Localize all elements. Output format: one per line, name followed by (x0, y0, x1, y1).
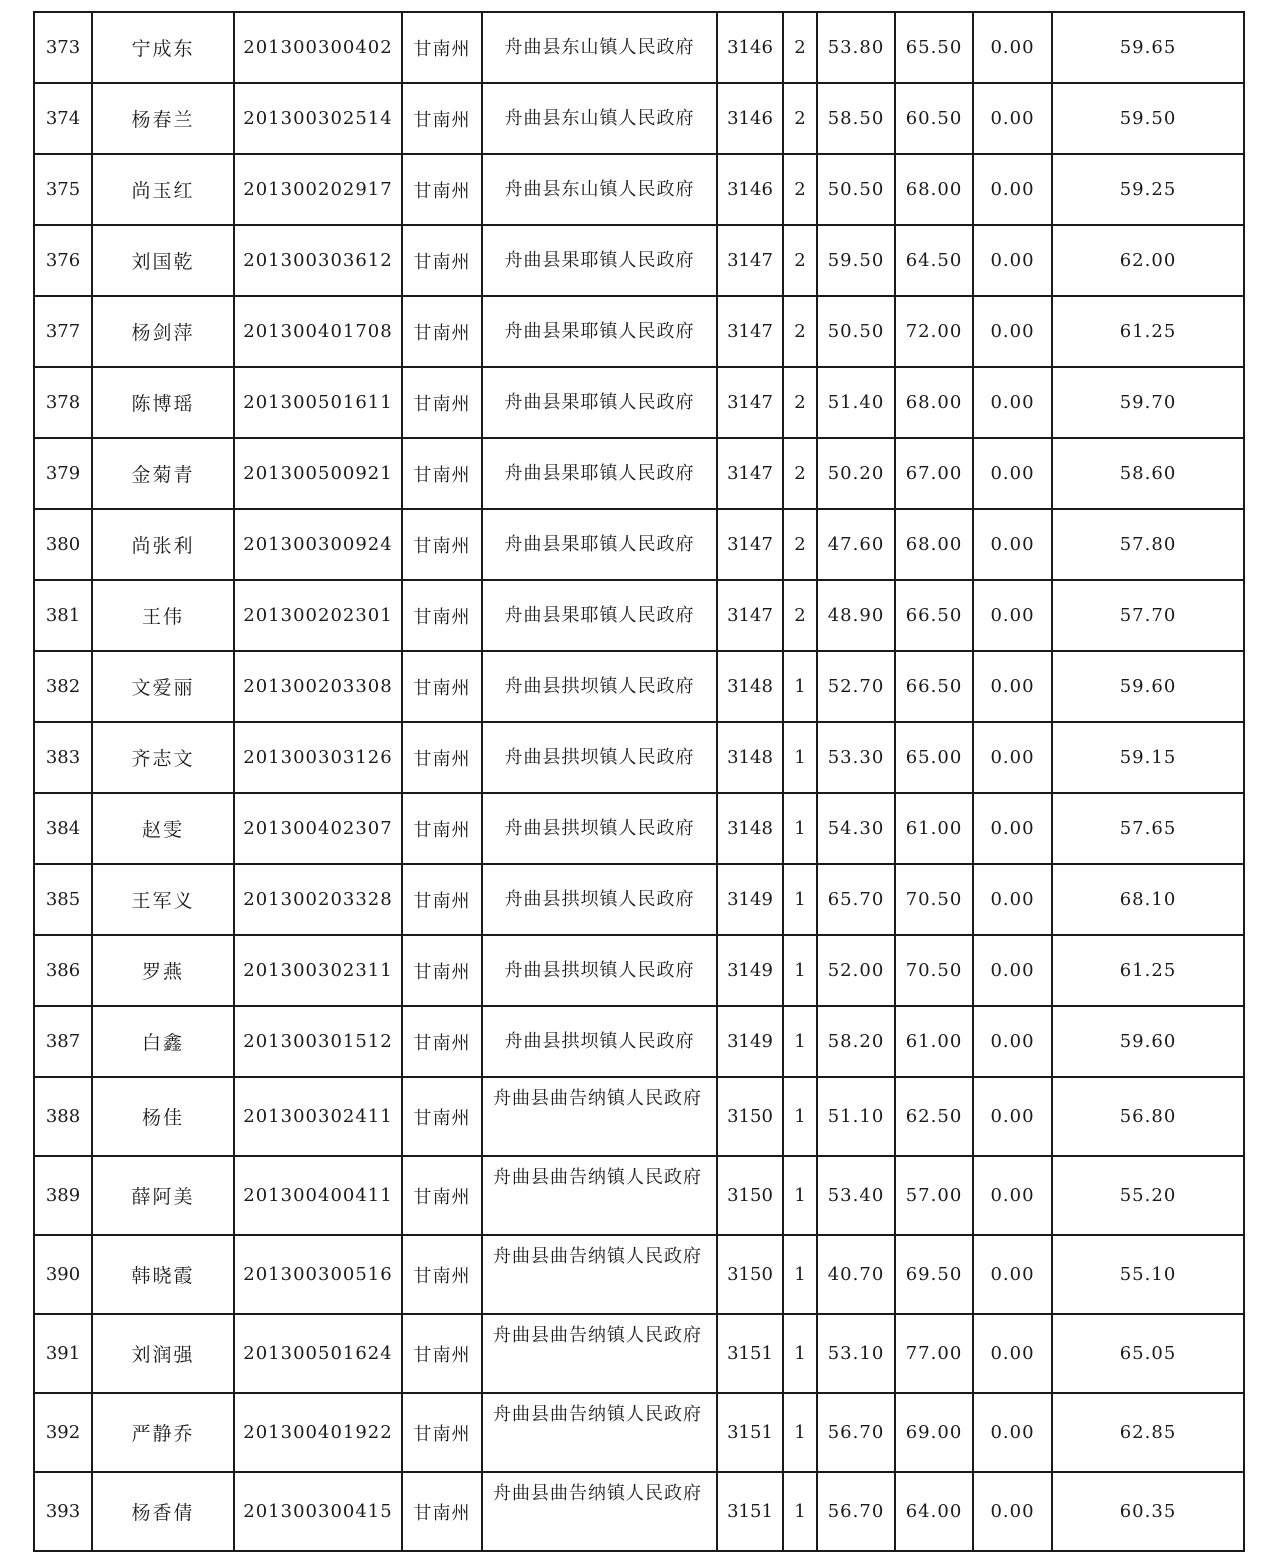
score-3: 0.00 (973, 1314, 1052, 1393)
hire-count: 2 (783, 12, 817, 83)
candidate-name: 王军义 (92, 864, 234, 935)
region: 甘南州 (402, 509, 482, 580)
position-code: 3147 (717, 367, 783, 438)
exam-id: 201300401922 (234, 1393, 402, 1472)
candidate-name: 齐志文 (92, 722, 234, 793)
hire-count: 2 (783, 296, 817, 367)
employer-unit: 舟曲县果耶镇人民政府 (482, 580, 717, 651)
score-2: 64.00 (895, 1472, 973, 1551)
score-3: 0.00 (973, 1472, 1052, 1551)
table-row (34, 438, 1244, 509)
employer-unit: 舟曲县曲告纳镇人民政府 (482, 1156, 717, 1235)
score-1: 53.30 (817, 722, 895, 793)
score-1: 52.00 (817, 935, 895, 1006)
exam-id: 201300303126 (234, 722, 402, 793)
score-3: 0.00 (973, 580, 1052, 651)
row-number: 373 (34, 12, 92, 83)
exam-id: 201300302514 (234, 83, 402, 154)
region: 甘南州 (402, 225, 482, 296)
table-row (34, 1393, 1244, 1472)
region: 甘南州 (402, 793, 482, 864)
employer-unit: 舟曲县东山镇人民政府 (482, 154, 717, 225)
table-row (34, 225, 1244, 296)
score-2: 65.50 (895, 12, 973, 83)
score-3: 0.00 (973, 367, 1052, 438)
candidate-name: 金菊青 (92, 438, 234, 509)
score-3: 0.00 (973, 296, 1052, 367)
total-score: 57.65 (1052, 793, 1244, 864)
hire-count: 2 (783, 438, 817, 509)
score-2: 70.50 (895, 935, 973, 1006)
region: 甘南州 (402, 1314, 482, 1393)
position-code: 3149 (717, 864, 783, 935)
exam-id: 201300402307 (234, 793, 402, 864)
hire-count: 1 (783, 793, 817, 864)
candidate-name: 宁成东 (92, 12, 234, 83)
score-1: 47.60 (817, 509, 895, 580)
region: 甘南州 (402, 1006, 482, 1077)
position-code: 3149 (717, 935, 783, 1006)
score-3: 0.00 (973, 1077, 1052, 1156)
score-3: 0.00 (973, 1393, 1052, 1472)
region: 甘南州 (402, 154, 482, 225)
employer-unit: 舟曲县拱坝镇人民政府 (482, 651, 717, 722)
total-score: 59.70 (1052, 367, 1244, 438)
total-score: 58.60 (1052, 438, 1244, 509)
table-row (34, 1472, 1244, 1551)
score-2: 77.00 (895, 1314, 973, 1393)
score-2: 57.00 (895, 1156, 973, 1235)
total-score: 62.00 (1052, 225, 1244, 296)
total-score: 65.05 (1052, 1314, 1244, 1393)
position-code: 3147 (717, 225, 783, 296)
total-score: 62.85 (1052, 1393, 1244, 1472)
score-1: 53.40 (817, 1156, 895, 1235)
exam-id: 201300501624 (234, 1314, 402, 1393)
candidate-name: 尚玉红 (92, 154, 234, 225)
employer-unit: 舟曲县果耶镇人民政府 (482, 438, 717, 509)
table-row (34, 935, 1244, 1006)
employer-unit: 舟曲县拱坝镇人民政府 (482, 793, 717, 864)
employer-unit: 舟曲县曲告纳镇人民政府 (482, 1235, 717, 1314)
region: 甘南州 (402, 296, 482, 367)
row-number: 388 (34, 1077, 92, 1156)
candidate-name: 杨香倩 (92, 1472, 234, 1551)
region: 甘南州 (402, 935, 482, 1006)
table-row (34, 12, 1244, 83)
table-row (34, 864, 1244, 935)
row-number: 390 (34, 1235, 92, 1314)
exam-id: 201300300402 (234, 12, 402, 83)
score-3: 0.00 (973, 438, 1052, 509)
position-code: 3146 (717, 12, 783, 83)
score-1: 53.10 (817, 1314, 895, 1393)
exam-id: 201300501611 (234, 367, 402, 438)
table-row (34, 722, 1244, 793)
score-1: 59.50 (817, 225, 895, 296)
exam-id: 201300500921 (234, 438, 402, 509)
position-code: 3151 (717, 1314, 783, 1393)
total-score: 59.60 (1052, 651, 1244, 722)
row-number: 381 (34, 580, 92, 651)
score-1: 51.40 (817, 367, 895, 438)
table-row (34, 83, 1244, 154)
exam-id: 201300301512 (234, 1006, 402, 1077)
exam-id: 201300203328 (234, 864, 402, 935)
position-code: 3147 (717, 509, 783, 580)
candidate-name: 王伟 (92, 580, 234, 651)
exam-id: 201300202301 (234, 580, 402, 651)
score-1: 65.70 (817, 864, 895, 935)
row-number: 387 (34, 1006, 92, 1077)
row-number: 375 (34, 154, 92, 225)
score-2: 69.50 (895, 1235, 973, 1314)
score-1: 52.70 (817, 651, 895, 722)
total-score: 59.50 (1052, 83, 1244, 154)
position-code: 3151 (717, 1393, 783, 1472)
score-2: 61.00 (895, 1006, 973, 1077)
region: 甘南州 (402, 1156, 482, 1235)
score-1: 58.50 (817, 83, 895, 154)
score-1: 50.50 (817, 154, 895, 225)
employer-unit: 舟曲县拱坝镇人民政府 (482, 722, 717, 793)
position-code: 3147 (717, 580, 783, 651)
score-1: 48.90 (817, 580, 895, 651)
region: 甘南州 (402, 864, 482, 935)
total-score: 68.10 (1052, 864, 1244, 935)
employer-unit: 舟曲县果耶镇人民政府 (482, 509, 717, 580)
score-2: 66.50 (895, 580, 973, 651)
row-number: 376 (34, 225, 92, 296)
exam-id: 201300302311 (234, 935, 402, 1006)
region: 甘南州 (402, 12, 482, 83)
row-number: 389 (34, 1156, 92, 1235)
row-number: 384 (34, 793, 92, 864)
score-3: 0.00 (973, 225, 1052, 296)
row-number: 379 (34, 438, 92, 509)
employer-unit: 舟曲县果耶镇人民政府 (482, 367, 717, 438)
table-row (34, 367, 1244, 438)
total-score: 59.25 (1052, 154, 1244, 225)
region: 甘南州 (402, 1235, 482, 1314)
score-3: 0.00 (973, 83, 1052, 154)
region: 甘南州 (402, 651, 482, 722)
hire-count: 2 (783, 225, 817, 296)
candidate-name: 罗燕 (92, 935, 234, 1006)
employer-unit: 舟曲县曲告纳镇人民政府 (482, 1472, 717, 1551)
position-code: 3146 (717, 83, 783, 154)
score-3: 0.00 (973, 1156, 1052, 1235)
table-row (34, 1235, 1244, 1314)
position-code: 3148 (717, 722, 783, 793)
total-score: 60.35 (1052, 1472, 1244, 1551)
score-3: 0.00 (973, 509, 1052, 580)
hire-count: 1 (783, 1077, 817, 1156)
score-1: 53.80 (817, 12, 895, 83)
employer-unit: 舟曲县果耶镇人民政府 (482, 225, 717, 296)
score-2: 72.00 (895, 296, 973, 367)
score-2: 67.00 (895, 438, 973, 509)
candidate-name: 赵雯 (92, 793, 234, 864)
score-1: 56.70 (817, 1472, 895, 1551)
row-number: 386 (34, 935, 92, 1006)
employer-unit: 舟曲县拱坝镇人民政府 (482, 935, 717, 1006)
score-3: 0.00 (973, 1006, 1052, 1077)
candidate-name: 文爱丽 (92, 651, 234, 722)
table-row (34, 1006, 1244, 1077)
total-score: 56.80 (1052, 1077, 1244, 1156)
score-1: 50.20 (817, 438, 895, 509)
candidate-name: 严静乔 (92, 1393, 234, 1472)
exam-id: 201300400411 (234, 1156, 402, 1235)
total-score: 57.70 (1052, 580, 1244, 651)
hire-count: 1 (783, 864, 817, 935)
candidate-name: 杨佳 (92, 1077, 234, 1156)
row-number: 374 (34, 83, 92, 154)
exam-id: 201300300415 (234, 1472, 402, 1551)
candidate-name: 刘润强 (92, 1314, 234, 1393)
position-code: 3150 (717, 1077, 783, 1156)
hire-count: 2 (783, 154, 817, 225)
hire-count: 1 (783, 1006, 817, 1077)
region: 甘南州 (402, 367, 482, 438)
employer-unit: 舟曲县东山镇人民政府 (482, 12, 717, 83)
table-body (34, 12, 1244, 1551)
hire-count: 1 (783, 651, 817, 722)
row-number: 382 (34, 651, 92, 722)
score-1: 56.70 (817, 1393, 895, 1472)
score-2: 60.50 (895, 83, 973, 154)
hire-count: 2 (783, 83, 817, 154)
region: 甘南州 (402, 1077, 482, 1156)
score-2: 61.00 (895, 793, 973, 864)
score-2: 70.50 (895, 864, 973, 935)
total-score: 61.25 (1052, 296, 1244, 367)
score-2: 65.00 (895, 722, 973, 793)
hire-count: 1 (783, 1393, 817, 1472)
score-2: 62.50 (895, 1077, 973, 1156)
row-number: 393 (34, 1472, 92, 1551)
score-1: 54.30 (817, 793, 895, 864)
table-row (34, 1314, 1244, 1393)
exam-id: 201300300924 (234, 509, 402, 580)
row-number: 383 (34, 722, 92, 793)
score-3: 0.00 (973, 12, 1052, 83)
table-row (34, 793, 1244, 864)
position-code: 3147 (717, 438, 783, 509)
total-score: 55.10 (1052, 1235, 1244, 1314)
hire-count: 1 (783, 1472, 817, 1551)
exam-id: 201300303612 (234, 225, 402, 296)
hire-count: 1 (783, 1314, 817, 1393)
region: 甘南州 (402, 1472, 482, 1551)
score-2: 68.00 (895, 154, 973, 225)
employer-unit: 舟曲县果耶镇人民政府 (482, 296, 717, 367)
results-table (33, 11, 1245, 1552)
candidate-name: 杨春兰 (92, 83, 234, 154)
employer-unit: 舟曲县曲告纳镇人民政府 (482, 1314, 717, 1393)
total-score: 59.60 (1052, 1006, 1244, 1077)
candidate-name: 陈博瑶 (92, 367, 234, 438)
table-row (34, 580, 1244, 651)
employer-unit: 舟曲县东山镇人民政府 (482, 83, 717, 154)
total-score: 57.80 (1052, 509, 1244, 580)
hire-count: 1 (783, 1156, 817, 1235)
score-1: 58.20 (817, 1006, 895, 1077)
hire-count: 1 (783, 722, 817, 793)
candidate-name: 薛阿美 (92, 1156, 234, 1235)
table-row (34, 509, 1244, 580)
table-row (34, 154, 1244, 225)
hire-count: 2 (783, 509, 817, 580)
score-2: 68.00 (895, 509, 973, 580)
employer-unit: 舟曲县拱坝镇人民政府 (482, 864, 717, 935)
position-code: 3147 (717, 296, 783, 367)
position-code: 3149 (717, 1006, 783, 1077)
region: 甘南州 (402, 580, 482, 651)
region: 甘南州 (402, 83, 482, 154)
position-code: 3150 (717, 1235, 783, 1314)
score-3: 0.00 (973, 1235, 1052, 1314)
score-2: 66.50 (895, 651, 973, 722)
exam-id: 201300401708 (234, 296, 402, 367)
candidate-name: 刘国乾 (92, 225, 234, 296)
score-1: 51.10 (817, 1077, 895, 1156)
region: 甘南州 (402, 1393, 482, 1472)
candidate-name: 韩晓霞 (92, 1235, 234, 1314)
hire-count: 1 (783, 935, 817, 1006)
position-code: 3148 (717, 651, 783, 722)
candidate-name: 尚张利 (92, 509, 234, 580)
total-score: 59.65 (1052, 12, 1244, 83)
row-number: 391 (34, 1314, 92, 1393)
employer-unit: 舟曲县拱坝镇人民政府 (482, 1006, 717, 1077)
exam-id: 201300203308 (234, 651, 402, 722)
total-score: 55.20 (1052, 1156, 1244, 1235)
region: 甘南州 (402, 438, 482, 509)
table-row (34, 296, 1244, 367)
hire-count: 1 (783, 1235, 817, 1314)
region: 甘南州 (402, 722, 482, 793)
score-3: 0.00 (973, 722, 1052, 793)
score-3: 0.00 (973, 793, 1052, 864)
total-score: 61.25 (1052, 935, 1244, 1006)
position-code: 3151 (717, 1472, 783, 1551)
score-3: 0.00 (973, 651, 1052, 722)
table-row (34, 1156, 1244, 1235)
employer-unit: 舟曲县曲告纳镇人民政府 (482, 1077, 717, 1156)
candidate-name: 白鑫 (92, 1006, 234, 1077)
hire-count: 2 (783, 580, 817, 651)
score-2: 69.00 (895, 1393, 973, 1472)
candidate-name: 杨剑萍 (92, 296, 234, 367)
score-3: 0.00 (973, 154, 1052, 225)
position-code: 3148 (717, 793, 783, 864)
exam-id: 201300302411 (234, 1077, 402, 1156)
table-row (34, 1077, 1244, 1156)
row-number: 380 (34, 509, 92, 580)
employer-unit: 舟曲县曲告纳镇人民政府 (482, 1393, 717, 1472)
row-number: 377 (34, 296, 92, 367)
score-1: 50.50 (817, 296, 895, 367)
row-number: 385 (34, 864, 92, 935)
score-3: 0.00 (973, 864, 1052, 935)
hire-count: 2 (783, 367, 817, 438)
position-code: 3150 (717, 1156, 783, 1235)
total-score: 59.15 (1052, 722, 1244, 793)
table-row (34, 651, 1244, 722)
row-number: 392 (34, 1393, 92, 1472)
exam-id: 201300300516 (234, 1235, 402, 1314)
score-1: 40.70 (817, 1235, 895, 1314)
score-2: 64.50 (895, 225, 973, 296)
score-2: 68.00 (895, 367, 973, 438)
score-3: 0.00 (973, 935, 1052, 1006)
position-code: 3146 (717, 154, 783, 225)
exam-id: 201300202917 (234, 154, 402, 225)
row-number: 378 (34, 367, 92, 438)
